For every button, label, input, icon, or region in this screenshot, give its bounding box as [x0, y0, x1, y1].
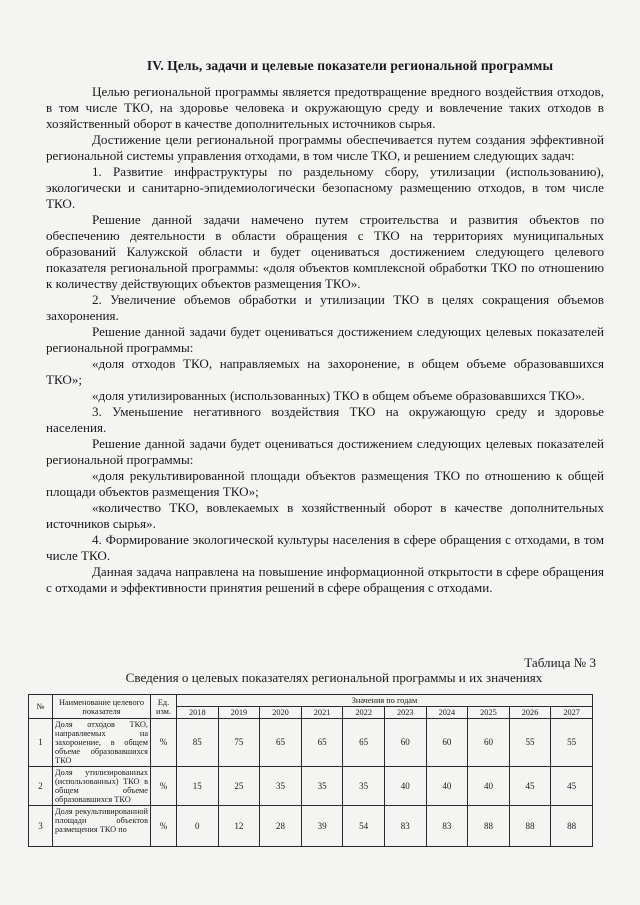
table-title: Сведения о целевых показателях региональной программы и их значениях	[125, 670, 543, 685]
year-header: 2026	[509, 707, 551, 719]
paragraph: «доля рекультивированной площади объектов размещения ТКО по отношению к общей площади объектов размещения ТКО»;	[46, 468, 604, 499]
row-number: 2	[29, 767, 53, 806]
indicator-name: Доля рекультивированной площади объектов размещения ТКО по	[53, 806, 151, 847]
value-cell: 54	[343, 806, 385, 847]
value-cell: 88	[509, 806, 551, 847]
value-cell: 15	[177, 767, 219, 806]
value-cell: 28	[260, 806, 302, 847]
paragraph: «количество ТКО, вовлекаемых в хозяйственный оборот в качестве дополнительных источников сырья».	[46, 500, 604, 531]
header-num: №	[29, 695, 53, 719]
value-cell: 60	[426, 719, 468, 767]
value-cell: 39	[301, 806, 343, 847]
value-cell: 65	[301, 719, 343, 767]
row-number: 1	[29, 719, 53, 767]
paragraph: Достижение цели региональной программы обеспечивается путем создания эффективной региональной системы управления отходами, в том числе ТКО, и решением следующих задач:	[46, 132, 604, 163]
value-cell: 88	[551, 806, 593, 847]
header-unit: Ед. изм.	[151, 695, 177, 719]
value-cell: 83	[384, 806, 426, 847]
value-cell: 0	[177, 806, 219, 847]
indicator-name: Доля отходов ТКО, направляемых на захоронение, в общем объеме образовавшихся ТКО	[53, 719, 151, 767]
paragraph: «доля отходов ТКО, направляемых на захоронение, в общем объеме образовавшихся ТКО»;	[46, 356, 604, 387]
unit-cell: %	[151, 767, 177, 806]
value-cell: 60	[468, 719, 510, 767]
year-header: 2019	[218, 707, 260, 719]
value-cell: 60	[384, 719, 426, 767]
header-values: Значения по годам	[177, 695, 593, 707]
paragraph: 3. Уменьшение негативного воздействия ТКО на окружающую среду и здоровье населения.	[46, 404, 604, 435]
table-row	[29, 767, 593, 806]
indicators-table	[28, 694, 593, 847]
table-row	[29, 806, 593, 847]
value-cell: 55	[551, 719, 593, 767]
year-header: 2023	[384, 707, 426, 719]
year-header: 2022	[343, 707, 385, 719]
year-header: 2024	[426, 707, 468, 719]
year-header: 2025	[468, 707, 510, 719]
value-cell: 55	[509, 719, 551, 767]
value-cell: 40	[468, 767, 510, 806]
paragraph: 1. Развитие инфраструктуры по раздельному сбору, утилизации (использованию), экологически и санитарно-эпидемиологически безопасному размещению отходов, в том числе ТКО.	[46, 164, 604, 211]
paragraph: «доля утилизированных (использованных) ТКО в общем объеме образовавшихся ТКО».	[92, 388, 585, 403]
value-cell: 65	[260, 719, 302, 767]
paragraph: 2. Увеличение объемов обработки и утилизации ТКО в целях сокращения объемов захоронения.	[46, 292, 604, 323]
value-cell: 85	[177, 719, 219, 767]
table-number: Таблица № 3	[524, 655, 596, 670]
unit-cell: %	[151, 806, 177, 847]
indicator-name: Доля утилизированных (использованных) ТКО в общем объеме образовавшихся ТКО	[53, 767, 151, 806]
section-title: IV. Цель, задачи и целевые показатели региональной программы	[146, 58, 554, 73]
value-cell: 12	[218, 806, 260, 847]
value-cell: 40	[426, 767, 468, 806]
paragraph: Данная задача направлена на повышение информационной открытости в сфере обращения с отходами и эффективности принятия решений в сфере обращения с отходами.	[46, 564, 604, 595]
header-name: Наименование целевого показателя	[53, 695, 151, 719]
value-cell: 40	[384, 767, 426, 806]
value-cell: 35	[260, 767, 302, 806]
paragraph: Решение данной задачи будет оцениваться достижением следующих целевых показателей региональной программы:	[46, 324, 604, 355]
value-cell: 88	[468, 806, 510, 847]
value-cell: 45	[551, 767, 593, 806]
paragraph: Целью региональной программы является предотвращение вредного воздействия отходов, в том числе ТКО, на здоровье человека и окружающую среду и вовлечение таких отходов в хозяйственный оборот в качестве дополнительных источников сырья.	[46, 84, 604, 131]
value-cell: 35	[343, 767, 385, 806]
value-cell: 83	[426, 806, 468, 847]
year-header: 2018	[177, 707, 219, 719]
table-row	[29, 719, 593, 767]
value-cell: 25	[218, 767, 260, 806]
paragraph: 4. Формирование экологической культуры населения в сфере обращения с отходами, в том числе ТКО.	[46, 532, 604, 563]
value-cell: 75	[218, 719, 260, 767]
value-cell: 45	[509, 767, 551, 806]
unit-cell: %	[151, 719, 177, 767]
year-header: 2020	[260, 707, 302, 719]
row-number: 3	[29, 806, 53, 847]
value-cell: 65	[343, 719, 385, 767]
body-text	[46, 84, 604, 596]
paragraph: Решение данной задачи намечено путем строительства и развития объектов по обеспечению деятельности в области обращения с ТКО на территориях муниципальных образований Калужской области и будет оцениваться достижением следующего целевого показателя региональной программы: «доля объектов комплексной обработки ТКО по отношению к количеству действующих объектов размещения ТКО».	[46, 212, 604, 291]
paragraph: Решение данной задачи будет оцениваться достижением следующих целевых показателей региональной программы:	[46, 436, 604, 467]
year-header: 2021	[301, 707, 343, 719]
value-cell: 35	[301, 767, 343, 806]
year-header: 2027	[551, 707, 593, 719]
